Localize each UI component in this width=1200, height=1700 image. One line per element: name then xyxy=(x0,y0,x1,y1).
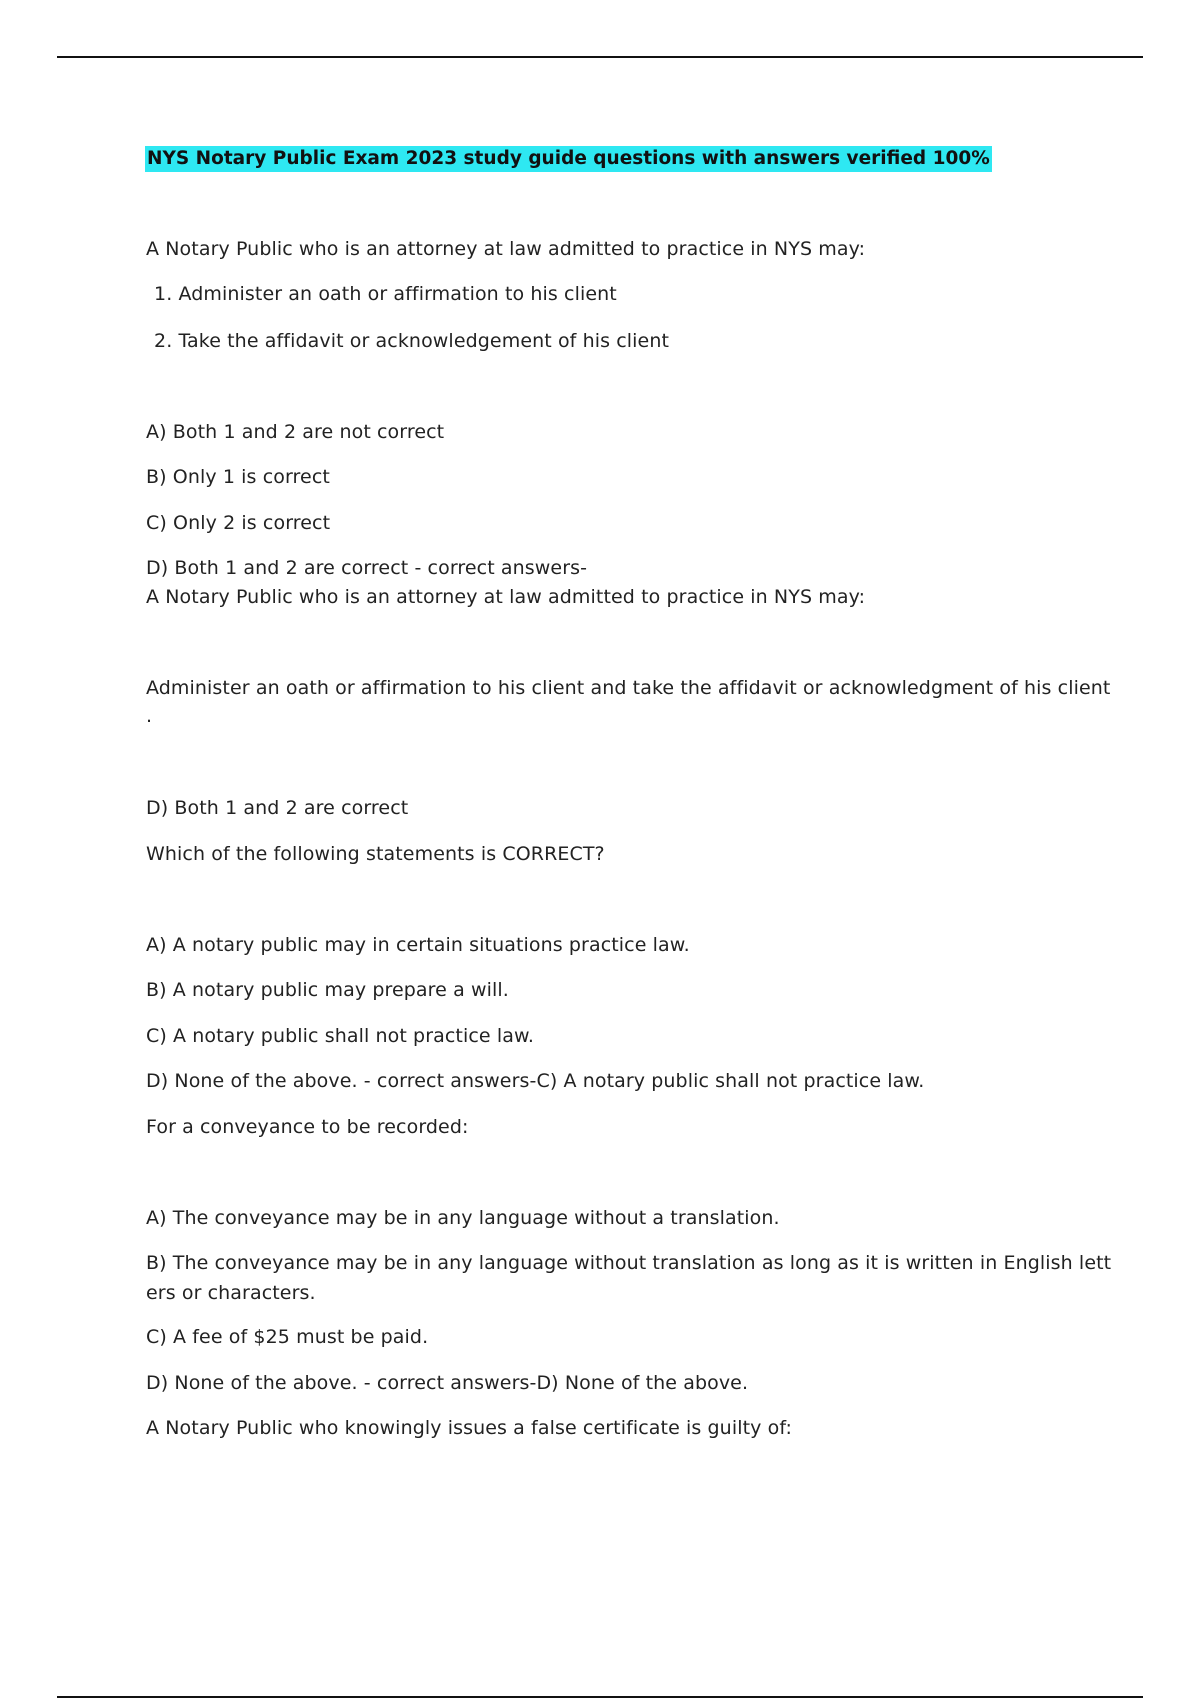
question-3-option-b: B) The conveyance may be in any language without translation as long as it is written in English lett xyxy=(146,1252,1112,1274)
question-3-option-d-answer: D) None of the above. - correct answers-D) None of the above. xyxy=(146,1372,749,1394)
question-1-option-a: A) Both 1 and 2 are not correct xyxy=(146,421,445,443)
answer-1-explanation: Administer an oath or affirmation to his client and take the affidavit or acknowledgment of his client xyxy=(146,677,1111,699)
question-1-stem: A Notary Public who is an attorney at law admitted to practice in NYS may: xyxy=(146,238,866,260)
answer-1-stem: A Notary Public who is an attorney at law admitted to practice in NYS may: xyxy=(146,586,866,608)
question-1-option-b: B) Only 1 is correct xyxy=(146,466,330,488)
question-2-option-b: B) A notary public may prepare a will. xyxy=(146,979,509,1001)
question-3-option-b-continued: ers or characters. xyxy=(146,1282,316,1304)
question-3-option-a: A) The conveyance may be in any language without a translation. xyxy=(146,1207,780,1229)
answer-1-explanation-end: . xyxy=(146,705,153,727)
question-1-option-c: C) Only 2 is correct xyxy=(146,512,331,534)
question-2-option-a: A) A notary public may in certain situations practice law. xyxy=(146,934,690,956)
question-1-item-2: 2. Take the affidavit or acknowledgement of his client xyxy=(154,330,670,352)
question-3-stem: For a conveyance to be recorded: xyxy=(146,1116,469,1138)
page-top-rule xyxy=(57,56,1143,58)
question-3-option-c: C) A fee of $25 must be paid. xyxy=(146,1326,429,1348)
question-1-item-1: 1. Administer an oath or affirmation to his client xyxy=(154,283,617,305)
question-1-option-d: D) Both 1 and 2 are correct - correct answers- xyxy=(146,557,588,579)
answer-1-choice: D) Both 1 and 2 are correct xyxy=(146,797,409,819)
document-title: NYS Notary Public Exam 2023 study guide questions with answers verified 100% xyxy=(145,146,992,172)
question-4-stem: A Notary Public who knowingly issues a false certificate is guilty of: xyxy=(146,1417,792,1439)
page-bottom-rule xyxy=(57,1696,1143,1698)
question-2-option-c: C) A notary public shall not practice law. xyxy=(146,1025,534,1047)
question-2-stem: Which of the following statements is CORRECT? xyxy=(146,843,605,865)
question-2-option-d-answer: D) None of the above. - correct answers-C) A notary public shall not practice law. xyxy=(146,1070,925,1092)
